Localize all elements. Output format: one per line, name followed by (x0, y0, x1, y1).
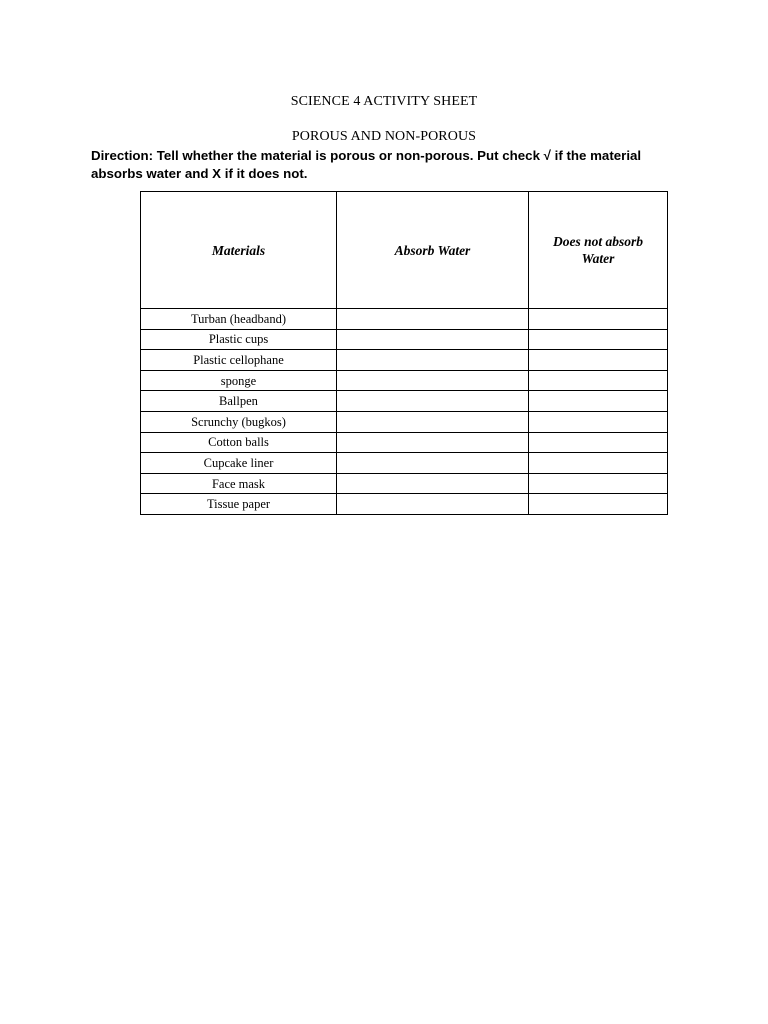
does-not-absorb-cell[interactable] (529, 453, 668, 474)
material-cell: Cotton balls (141, 432, 337, 453)
does-not-absorb-cell[interactable] (529, 350, 668, 371)
absorb-cell[interactable] (337, 473, 529, 494)
absorb-cell[interactable] (337, 370, 529, 391)
absorb-cell[interactable] (337, 329, 529, 350)
table-row (141, 329, 668, 350)
does-not-absorb-cell[interactable] (529, 411, 668, 432)
material-cell: Tissue paper (141, 494, 337, 515)
does-not-absorb-cell[interactable] (529, 391, 668, 412)
does-not-absorb-cell[interactable] (529, 370, 668, 391)
material-cell: sponge (141, 370, 337, 391)
absorb-cell[interactable] (337, 494, 529, 515)
material-cell: Plastic cups (141, 329, 337, 350)
table-row (141, 473, 668, 494)
material-cell: Cupcake liner (141, 453, 337, 474)
table-row (141, 494, 668, 515)
does-not-absorb-cell[interactable] (529, 309, 668, 330)
header-materials-label: Materials (211, 242, 266, 258)
table-row (141, 432, 668, 453)
direction-line-1: Direction: Tell whether the material is porous or non-porous. Put check √ if the material (91, 148, 642, 163)
does-not-absorb-cell[interactable] (529, 329, 668, 350)
material-cell: Plastic cellophane (141, 350, 337, 371)
does-not-absorb-cell[interactable] (529, 494, 668, 515)
does-not-absorb-cell[interactable] (529, 473, 668, 494)
direction-text (91, 147, 691, 183)
absorb-cell[interactable] (337, 411, 529, 432)
table-row (141, 309, 668, 330)
activity-table (140, 191, 668, 515)
material-cell: Scrunchy (bugkos) (141, 411, 337, 432)
header-materials (141, 192, 337, 309)
header-does-not-absorb (529, 192, 668, 309)
table-row (141, 370, 668, 391)
header-absorb-water (337, 192, 529, 309)
material-cell: Face mask (141, 473, 337, 494)
absorb-cell[interactable] (337, 350, 529, 371)
page-subtitle: POROUS AND NON-POROUS (291, 129, 477, 144)
absorb-cell[interactable] (337, 391, 529, 412)
header-does-not-absorb-label: Does not absorb Water (552, 234, 643, 266)
header-absorb-water-label: Absorb Water (394, 242, 471, 258)
material-cell: Turban (headband) (141, 309, 337, 330)
material-cell: Ballpen (141, 391, 337, 412)
table-header-row (141, 192, 668, 309)
absorb-cell[interactable] (337, 453, 529, 474)
direction-line-2: absorbs water and X if it does not. (91, 166, 308, 181)
table-row (141, 411, 668, 432)
table-row (141, 453, 668, 474)
absorb-cell[interactable] (337, 432, 529, 453)
absorb-cell[interactable] (337, 309, 529, 330)
does-not-absorb-cell[interactable] (529, 432, 668, 453)
page-title: SCIENCE 4 ACTIVITY SHEET (290, 94, 478, 109)
table-row (141, 350, 668, 371)
table-row (141, 391, 668, 412)
